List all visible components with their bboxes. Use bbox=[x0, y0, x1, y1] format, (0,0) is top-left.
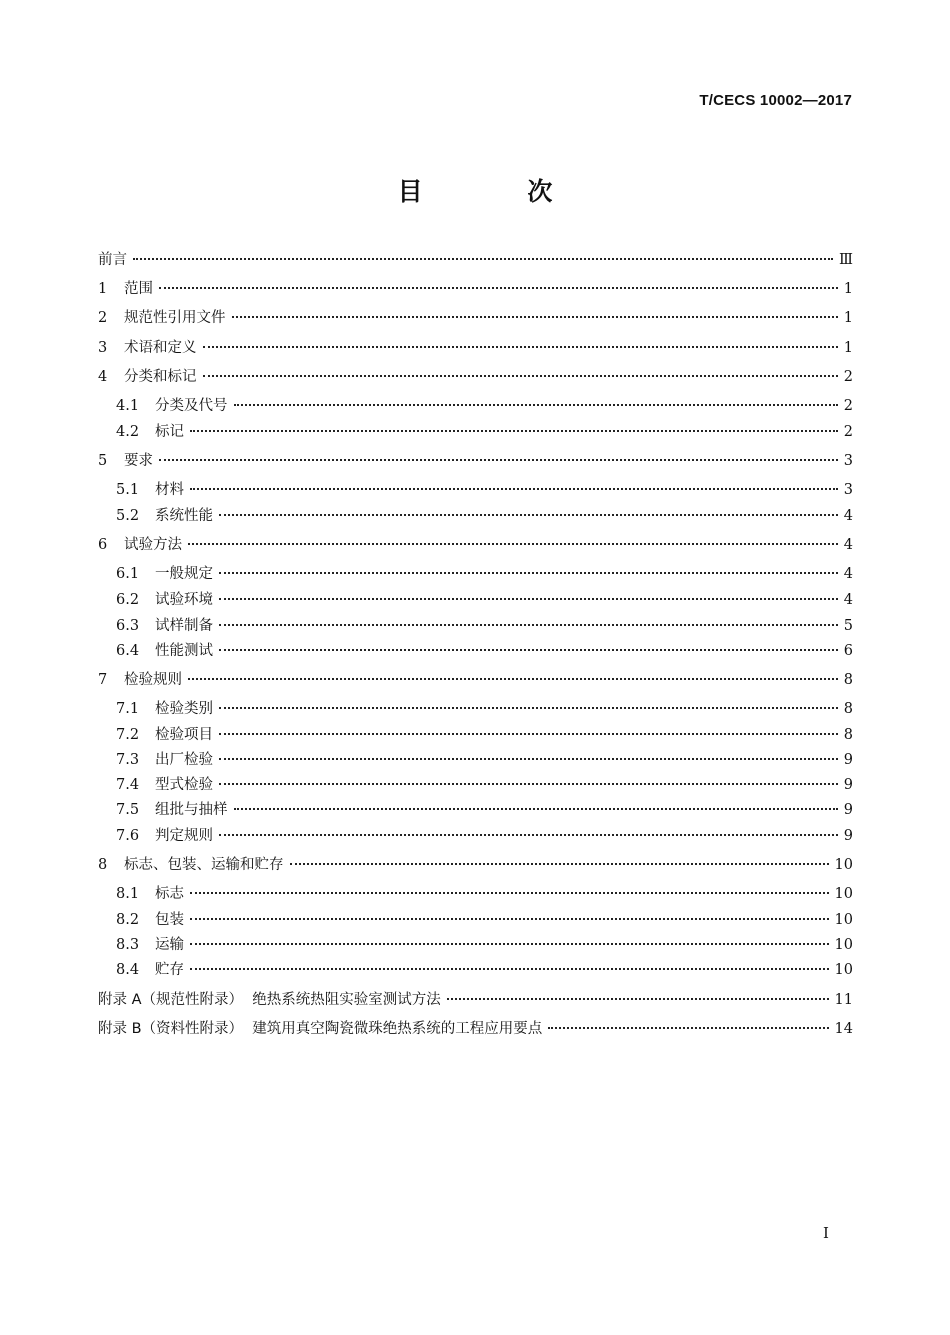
toc-entry-number: 6.3 bbox=[116, 618, 140, 634]
toc-entry[interactable] bbox=[98, 990, 853, 1010]
toc-entry-label: 材料 bbox=[155, 482, 184, 498]
toc-dot-leader bbox=[133, 258, 833, 260]
toc-entry-label: 运输 bbox=[155, 937, 184, 953]
toc-entry-page: 10 bbox=[834, 912, 853, 928]
toc-entry-label: 一般规定 bbox=[155, 566, 213, 582]
toc-entry-page: 14 bbox=[834, 1021, 853, 1037]
toc-entry-label: 术语和定义 bbox=[124, 340, 197, 356]
toc-entry-number: 6.4 bbox=[116, 643, 140, 659]
toc-entry-page: 8 bbox=[843, 727, 853, 743]
toc-entry-number: 5 bbox=[98, 453, 108, 469]
toc-entry-page: 6 bbox=[843, 643, 853, 659]
toc-entry-page: 9 bbox=[843, 777, 853, 793]
toc-entry-page: 5 bbox=[843, 618, 853, 634]
toc-dot-leader bbox=[234, 808, 838, 810]
toc-entry-label: 组批与抽样 bbox=[155, 802, 228, 818]
toc-entry[interactable] bbox=[98, 800, 853, 820]
toc-entry-label: 包装 bbox=[155, 912, 184, 928]
toc-entry[interactable] bbox=[98, 396, 853, 416]
toc-dot-leader bbox=[188, 543, 838, 545]
toc-dot-leader bbox=[159, 459, 838, 461]
toc-entry-page: 4 bbox=[843, 537, 853, 553]
toc-dot-leader bbox=[190, 430, 838, 432]
toc-entry-label: 判定规则 bbox=[155, 828, 213, 844]
toc-dot-leader bbox=[219, 758, 838, 760]
toc-entry-number: 5.2 bbox=[116, 508, 140, 524]
toc-dot-leader bbox=[219, 783, 838, 785]
toc-entry-label: 附录 B（资料性附录） 建筑用真空陶瓷微珠绝热系统的工程应用要点 bbox=[98, 1021, 543, 1037]
toc-entry-label: 附录 A（规范性附录） 绝热系统热阻实验室测试方法 bbox=[98, 992, 441, 1008]
toc-entry[interactable] bbox=[98, 1019, 853, 1039]
toc-dot-leader bbox=[190, 968, 829, 970]
toc-entry-number: 4.1 bbox=[116, 398, 140, 414]
toc-dot-leader bbox=[159, 287, 838, 289]
toc-entry-number: 8 bbox=[98, 857, 108, 873]
toc-entry-label: 性能测试 bbox=[155, 643, 213, 659]
toc-entry-number: 6.2 bbox=[116, 592, 140, 608]
toc-dot-leader bbox=[219, 572, 838, 574]
toc-entry-label: 标志 bbox=[155, 886, 184, 902]
toc-dot-leader bbox=[190, 892, 829, 894]
toc-dot-leader bbox=[203, 375, 838, 377]
toc-dot-leader bbox=[290, 863, 829, 865]
toc-entry-number: 3 bbox=[98, 340, 108, 356]
toc-entry[interactable] bbox=[98, 590, 853, 610]
toc-entry-label: 分类及代号 bbox=[155, 398, 228, 414]
toc-entry[interactable] bbox=[98, 826, 853, 846]
toc-dot-leader bbox=[447, 998, 829, 1000]
toc-entry[interactable] bbox=[98, 699, 853, 719]
toc-entry[interactable] bbox=[98, 670, 853, 690]
toc-entry[interactable] bbox=[98, 308, 853, 328]
toc-entry-label: 规范性引用文件 bbox=[124, 310, 226, 326]
toc-dot-leader bbox=[190, 488, 838, 490]
toc-dot-leader bbox=[219, 624, 838, 626]
toc-entry-number: 7.4 bbox=[116, 777, 140, 793]
toc-dot-leader bbox=[219, 834, 838, 836]
standard-code: T/CECS 10002—2017 bbox=[699, 92, 852, 109]
toc-entry-label: 检验项目 bbox=[155, 727, 213, 743]
toc-entry[interactable] bbox=[98, 250, 853, 270]
toc-entry-page: 10 bbox=[834, 962, 853, 978]
toc-entry[interactable] bbox=[98, 960, 853, 980]
toc-entry-number: 8.4 bbox=[116, 962, 140, 978]
toc-entry-page: 9 bbox=[843, 802, 853, 818]
toc-entry-label: 试验环境 bbox=[155, 592, 213, 608]
toc-dot-leader bbox=[219, 707, 838, 709]
toc-entry-number: 6 bbox=[98, 537, 108, 553]
toc-entry-label: 分类和标记 bbox=[124, 369, 197, 385]
toc-entry-label: 检验类别 bbox=[155, 701, 213, 717]
toc-entry-number: 4.2 bbox=[116, 424, 140, 440]
toc-entry[interactable] bbox=[98, 935, 853, 955]
toc-entry-page: 4 bbox=[843, 566, 853, 582]
toc-entry-page: 1 bbox=[843, 281, 853, 297]
toc-entry-page: 2 bbox=[843, 369, 853, 385]
toc-entry[interactable] bbox=[98, 775, 853, 795]
toc-entry[interactable] bbox=[98, 616, 853, 636]
toc-entry-page: 2 bbox=[843, 424, 853, 440]
toc-entry-label: 系统性能 bbox=[155, 508, 213, 524]
toc-entry[interactable] bbox=[98, 884, 853, 904]
toc-entry-number: 7.6 bbox=[116, 828, 140, 844]
toc-entry-label: 试样制备 bbox=[155, 618, 213, 634]
toc-entry[interactable] bbox=[98, 725, 853, 745]
toc-entry-number: 7.3 bbox=[116, 752, 140, 768]
toc-dot-leader bbox=[234, 404, 838, 406]
toc-entry-number: 1 bbox=[98, 281, 108, 297]
toc-entry[interactable] bbox=[98, 451, 853, 471]
toc-entry[interactable] bbox=[98, 855, 853, 875]
toc-entry-label: 标记 bbox=[155, 424, 184, 440]
toc-dot-leader bbox=[190, 918, 829, 920]
toc-entry-label: 出厂检验 bbox=[155, 752, 213, 768]
toc-title: 目 次 bbox=[397, 177, 601, 206]
toc-entry-number: 8.3 bbox=[116, 937, 140, 953]
toc-entry-page: 9 bbox=[843, 752, 853, 768]
page-number: I bbox=[823, 1224, 829, 1242]
toc-entry-number: 8.1 bbox=[116, 886, 140, 902]
toc-entry-number: 7.1 bbox=[116, 701, 140, 717]
toc-entry-page: 10 bbox=[834, 886, 853, 902]
toc-entry-page: 8 bbox=[843, 672, 853, 688]
toc-dot-leader bbox=[219, 598, 838, 600]
toc-entry-page: 1 bbox=[843, 340, 853, 356]
toc-entry-label: 要求 bbox=[124, 453, 153, 469]
toc-dot-leader bbox=[219, 649, 838, 651]
toc-entry-number: 7.5 bbox=[116, 802, 140, 818]
toc-entry[interactable] bbox=[98, 910, 853, 930]
toc-entry-label: 贮存 bbox=[155, 962, 184, 978]
toc-entry-number: 8.2 bbox=[116, 912, 140, 928]
toc-entry[interactable] bbox=[98, 750, 853, 770]
toc-entry[interactable] bbox=[98, 480, 853, 500]
toc-entry[interactable] bbox=[98, 564, 853, 584]
toc-dot-leader bbox=[190, 943, 829, 945]
toc-entry[interactable] bbox=[98, 535, 853, 555]
toc-entry-label: 前言 bbox=[98, 252, 127, 268]
toc-dot-leader bbox=[548, 1027, 828, 1029]
toc-entry-page: 11 bbox=[834, 992, 853, 1008]
toc-entry-page: 9 bbox=[843, 828, 853, 844]
toc-entry[interactable] bbox=[98, 279, 853, 299]
toc-dot-leader bbox=[203, 346, 838, 348]
toc-entry-label: 范围 bbox=[124, 281, 153, 297]
toc-entry-page: 3 bbox=[843, 453, 853, 469]
toc-entry[interactable] bbox=[98, 338, 853, 358]
toc-entry-page: Ⅲ bbox=[839, 252, 853, 268]
toc-entry-page: 3 bbox=[843, 482, 853, 498]
toc-entry[interactable] bbox=[98, 422, 853, 442]
toc-entry-page: 4 bbox=[843, 592, 853, 608]
toc-entry-number: 5.1 bbox=[116, 482, 140, 498]
toc-entry-number: 4 bbox=[98, 369, 108, 385]
toc-dot-leader bbox=[219, 514, 838, 516]
toc-entry-page: 1 bbox=[843, 310, 853, 326]
toc-entry[interactable] bbox=[98, 367, 853, 387]
toc-dot-leader bbox=[219, 733, 838, 735]
toc-entry-number: 7.2 bbox=[116, 727, 140, 743]
toc-entry-label: 试验方法 bbox=[124, 537, 182, 553]
toc-entry-number: 2 bbox=[98, 310, 108, 326]
toc-entry-page: 10 bbox=[834, 857, 853, 873]
toc-entry-page: 4 bbox=[843, 508, 853, 524]
toc-entry[interactable] bbox=[98, 641, 853, 661]
toc-dot-leader bbox=[232, 316, 838, 318]
toc-entry-label: 标志、包装、运输和贮存 bbox=[124, 857, 284, 873]
toc-dot-leader bbox=[188, 678, 838, 680]
toc-entry-page: 10 bbox=[834, 937, 853, 953]
toc-entry-page: 2 bbox=[843, 398, 853, 414]
toc-entry-label: 型式检验 bbox=[155, 777, 213, 793]
toc-entry-page: 8 bbox=[843, 701, 853, 717]
toc-entry-number: 7 bbox=[98, 672, 108, 688]
toc-entry-number: 6.1 bbox=[116, 566, 140, 582]
toc-entry[interactable] bbox=[98, 506, 853, 526]
toc-entry-label: 检验规则 bbox=[124, 672, 182, 688]
